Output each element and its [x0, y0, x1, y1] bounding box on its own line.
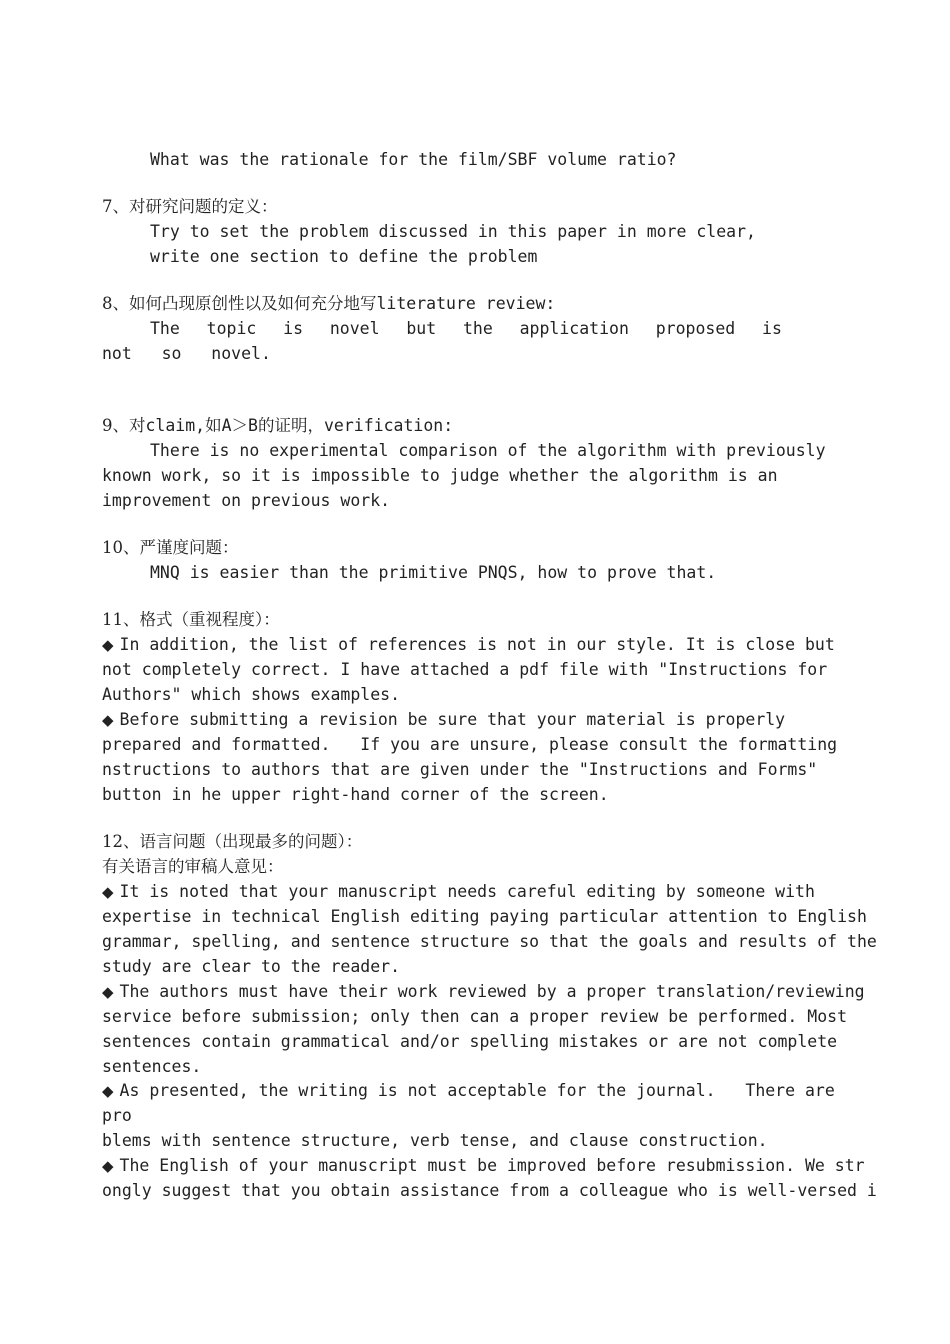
section-9-heading-part: 如: [205, 416, 222, 435]
section-11-bullet-2-line-2: prepared and formatted. If you are unsure, please consult the formatting: [102, 735, 838, 754]
section-9-heading-part: 的证明，: [257, 416, 324, 435]
section-8-line-1: [150, 316, 782, 341]
section-11-bullet-2: [102, 707, 785, 732]
section-11-bullet-1: [102, 632, 835, 657]
section-9-heading-part: A＞B: [221, 416, 258, 435]
bullet-text: As presented, the writing is not acceptable for the journal. There are: [119, 1081, 835, 1100]
intro-question: What was the rationale for the film/SBF volume ratio?: [150, 150, 677, 169]
section-9-line-3: improvement on previous work.: [102, 491, 391, 510]
section-12-subheading: 有关语言的审稿人意见：: [102, 857, 284, 876]
section-12-bullet-4: [102, 1153, 865, 1178]
section-8-heading-en: literature review:: [376, 294, 556, 313]
section-10-line: MNQ is easier than the primitive PNQS, how to prove that.: [150, 563, 717, 582]
section-12-bullet-1-line-4: study are clear to the reader.: [102, 957, 401, 976]
section-8-heading-cn: 8、如何凸现原创性以及如何充分地写: [102, 294, 377, 313]
section-11-bullet-1-line-2: not completely correct. I have attached a pdf file with "Instructions for: [102, 660, 828, 679]
section-12-bullet-1: [102, 879, 815, 904]
section-7-line-2: write one section to define the problem: [150, 247, 538, 266]
section-8-line-2: not so novel.: [102, 344, 271, 363]
section-8-word: topic: [206, 319, 257, 338]
section-11-bullet-2-line-4: button in he upper right-hand corner of the screen.: [102, 785, 609, 804]
section-9-heading-part: claim,: [145, 416, 206, 435]
bullet-text: It is noted that your manuscript needs careful editing by someone with: [119, 882, 815, 901]
section-8-heading: [102, 291, 555, 316]
section-9-heading-part: verification:: [323, 416, 454, 435]
section-9-line-2: known work, so it is impossible to judge whether the algorithm is an: [102, 466, 778, 485]
section-12-bullet-4-line-2: ongly suggest that you obtain assistance from a colleague who is well-versed i: [102, 1181, 877, 1200]
section-8-word: proposed: [655, 319, 736, 338]
section-8-word: novel: [329, 319, 380, 338]
diamond-bullet-icon: ◆: [102, 883, 114, 901]
bullet-text: In addition, the list of references is not in our style. It is close but: [119, 635, 835, 654]
section-12-bullet-2-line-3: sentences contain grammatical and/or spelling mistakes or are not complete: [102, 1032, 838, 1051]
section-12-bullet-2-line-4: sentences.: [102, 1057, 202, 1076]
diamond-bullet-icon: ◆: [102, 636, 114, 654]
section-8-word: The: [150, 319, 180, 338]
section-11-bullet-1-line-3: Authors" which shows examples.: [102, 685, 401, 704]
section-10-heading: 10、严谨度问题：: [102, 538, 239, 557]
diamond-bullet-icon: ◆: [102, 1082, 114, 1100]
section-8-word: is: [283, 319, 304, 338]
bullet-text: The English of your manuscript must be improved before resubmission. We str: [119, 1156, 865, 1175]
section-12-heading: 12、语言问题（出现最多的问题）：: [102, 832, 363, 851]
section-8-word: application: [519, 319, 629, 338]
section-9-line-1: There is no experimental comparison of the algorithm with previously: [150, 441, 826, 460]
section-12-bullet-3: [102, 1078, 835, 1103]
section-8-word: is: [762, 319, 782, 338]
section-8-word: but: [406, 319, 437, 338]
section-8-word: the: [462, 319, 493, 338]
section-9-heading: [102, 413, 453, 438]
section-12-bullet-1-line-2: expertise in technical English editing paying particular attention to English: [102, 907, 867, 926]
section-12-bullet-3-line-2: pro: [102, 1106, 132, 1125]
section-11-bullet-2-line-3: nstructions to authors that are given under the "Instructions and Forms": [102, 760, 818, 779]
diamond-bullet-icon: ◆: [102, 711, 114, 729]
section-12-bullet-1-line-3: grammar, spelling, and sentence structure so that the goals and results of the: [102, 932, 877, 951]
diamond-bullet-icon: ◆: [102, 1157, 114, 1175]
section-11-heading: 11、格式（重视程度）：: [102, 610, 280, 629]
diamond-bullet-icon: ◆: [102, 983, 114, 1001]
section-7-heading: 7、对研究问题的定义：: [102, 197, 278, 216]
section-7-line-1: Try to set the problem discussed in this paper in more clear,: [150, 222, 756, 241]
bullet-text: The authors must have their work reviewed by a proper translation/reviewing: [119, 982, 865, 1001]
bullet-text: Before submitting a revision be sure that your material is properly: [119, 710, 786, 729]
section-12-bullet-2-line-2: service before submission; only then can a proper review be performed. Most: [102, 1007, 848, 1026]
section-12-bullet-3-line-3: blems with sentence structure, verb tense, and clause construction.: [102, 1131, 768, 1150]
section-9-heading-part: 9、对: [102, 416, 146, 435]
section-12-bullet-2: [102, 979, 865, 1004]
